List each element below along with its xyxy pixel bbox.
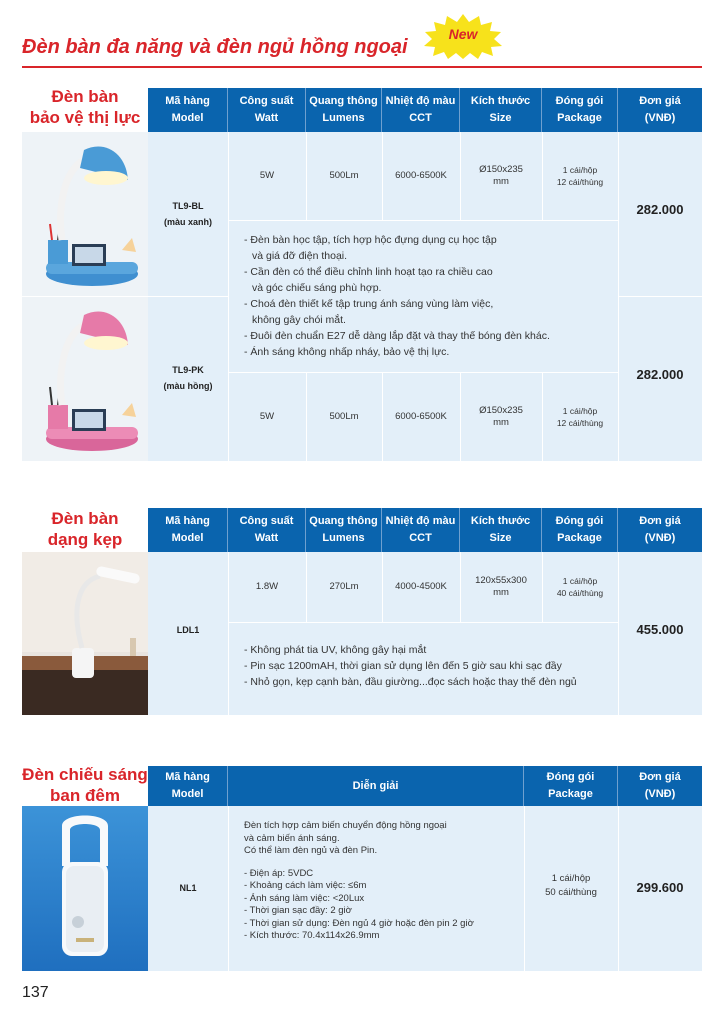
product-photo-tl9-pk	[22, 297, 148, 461]
section2-description: - Không phát tia UV, không gây hại mắt - Pin sạc 1200mAH, thời gian sử dụng lên đến 5 giờ sau khi sạc đầy - Nhỏ gọn, kẹp cạnh bàn, đầu giường...đọc sách hoặc thay thế đèn ngủ	[244, 644, 577, 688]
ldl1-size: 120x55x300 mm	[475, 575, 527, 598]
header-model: Mã hàng Model	[148, 88, 228, 132]
section1-title	[22, 86, 148, 128]
header-price: Đơn giá (VNĐ)	[618, 88, 702, 132]
tl9-bl-price: 282.000	[636, 202, 684, 217]
ldl1-power: 1.8W	[255, 581, 279, 592]
tl9-pk-lumens: 500Lm	[329, 410, 359, 422]
header-size: Kích thước Size	[460, 508, 542, 552]
new-badge-label: New	[448, 26, 478, 42]
header-model: Mã hàng Model	[148, 508, 228, 552]
tl9-bl-size: Ø150x235 mm	[479, 164, 523, 187]
tl9-pk-model: TL9-PK (màu hồng)	[163, 365, 213, 391]
product-photo-nl1	[22, 806, 148, 971]
tl9-pk-price: 282.000	[636, 367, 684, 382]
ldl1-price: 455.000	[636, 622, 684, 637]
section1-description: - Đèn bàn học tập, tích hợp hộc đựng dụng cụ học tập và giá đỡ điện thoại. - Cần đèn có thể điều chỉnh linh hoạt tạo ra chiều cao và góc chiếu sáng phù hợp. - Choá đèn thiết kế tập trung ánh sáng vùng làm việc, không gây chói mắt. - Đuôi đèn chuẩn E27 dễ dàng lắp đặt và thay thế bóng đèn khác. - Ánh sáng không nhấp nháy, bảo vệ thị lực.	[244, 234, 550, 358]
section3-header-row	[148, 766, 702, 810]
ldl1-package: 1 cái/hộp 40 cái/thùng	[556, 576, 604, 598]
header-package: Đóng gói Package	[542, 508, 618, 552]
header-price: Đơn giá (VNĐ)	[618, 508, 702, 552]
tl9-bl-model: TL9-BL (màu xanh)	[163, 201, 212, 227]
ldl1-lumens: 270Lm	[329, 581, 359, 592]
ldl1-cct: 4000-4500K	[395, 581, 447, 592]
new-badge	[422, 12, 504, 60]
section2-header-row	[148, 508, 702, 552]
header-model: Mã hàng Model	[148, 766, 228, 806]
header-package: Đóng gói Package	[542, 88, 618, 132]
header-cct: Nhiệt độ màu CCT	[382, 88, 460, 132]
tl9-pk-power: 5W	[259, 410, 275, 422]
ldl1-model: LDL1	[176, 625, 200, 635]
tl9-bl-cct: 6000-6500K	[395, 170, 447, 181]
header-lumens: Quang thông Lumens	[306, 88, 382, 132]
header-price: Đơn giá (VNĐ)	[618, 766, 702, 806]
tl9-bl-package: 1 cái/hộp 12 cái/thùng	[556, 165, 604, 187]
header-power: Công suất Watt	[228, 508, 306, 552]
tl9-pk-package: 1 cái/hộp 12 cái/thùng	[556, 405, 604, 428]
header-package: Đóng gói Package	[524, 766, 618, 806]
header-cct: Nhiệt độ màu CCT	[382, 508, 460, 552]
header-lumens: Quang thông Lumens	[306, 508, 382, 552]
section1-title-line1: Đèn bàn	[51, 87, 119, 106]
nl1-model: NL1	[179, 883, 197, 893]
section1-title-line2: bảo vệ thị lực	[29, 108, 141, 127]
header-size: Kích thước Size	[460, 88, 542, 132]
tl9-bl-lumens: 500Lm	[329, 170, 359, 181]
nl1-package: 1 cái/hộp 50 cái/thùng	[545, 873, 597, 898]
tl9-pk-cct: 6000-6500K	[395, 410, 447, 422]
header-description: Diễn giải	[228, 766, 524, 806]
product-photo-ldl1	[22, 552, 148, 715]
section1-header-row	[148, 88, 702, 132]
section3-description: Đèn tích hợp cảm biến chuyển động hồng ngoại và cảm biến ánh sáng. Có thể làm đèn ngủ và đèn Pin. - Điện áp: 5VDC - Khoảng cách làm việc: ≤6m - Ánh sáng làm việc: <20Lux - Thời gian sạc đầy: 2 giờ - Thời gian sử dụng: Đèn ngủ 4 giờ hoặc đèn pin 2 giờ - Kích thước: 70.4x114x26.9mm	[244, 820, 474, 941]
nl1-price: 299.600	[636, 880, 684, 895]
page-title: Đèn bàn đa năng và đèn ngủ hồng ngoại	[22, 36, 408, 58]
tl9-bl-power: 5W	[259, 170, 275, 181]
product-photo-tl9-bl	[22, 132, 148, 296]
section2-title: Đèn bàn dạng kẹp	[47, 509, 123, 549]
header-power: Công suất Watt	[228, 88, 306, 132]
page-number: 137	[22, 984, 49, 1001]
section3-title: Đèn chiếu sáng ban đêm	[22, 765, 148, 805]
title-rule	[22, 66, 702, 68]
tl9-pk-size: Ø150x235 mm	[479, 404, 523, 428]
